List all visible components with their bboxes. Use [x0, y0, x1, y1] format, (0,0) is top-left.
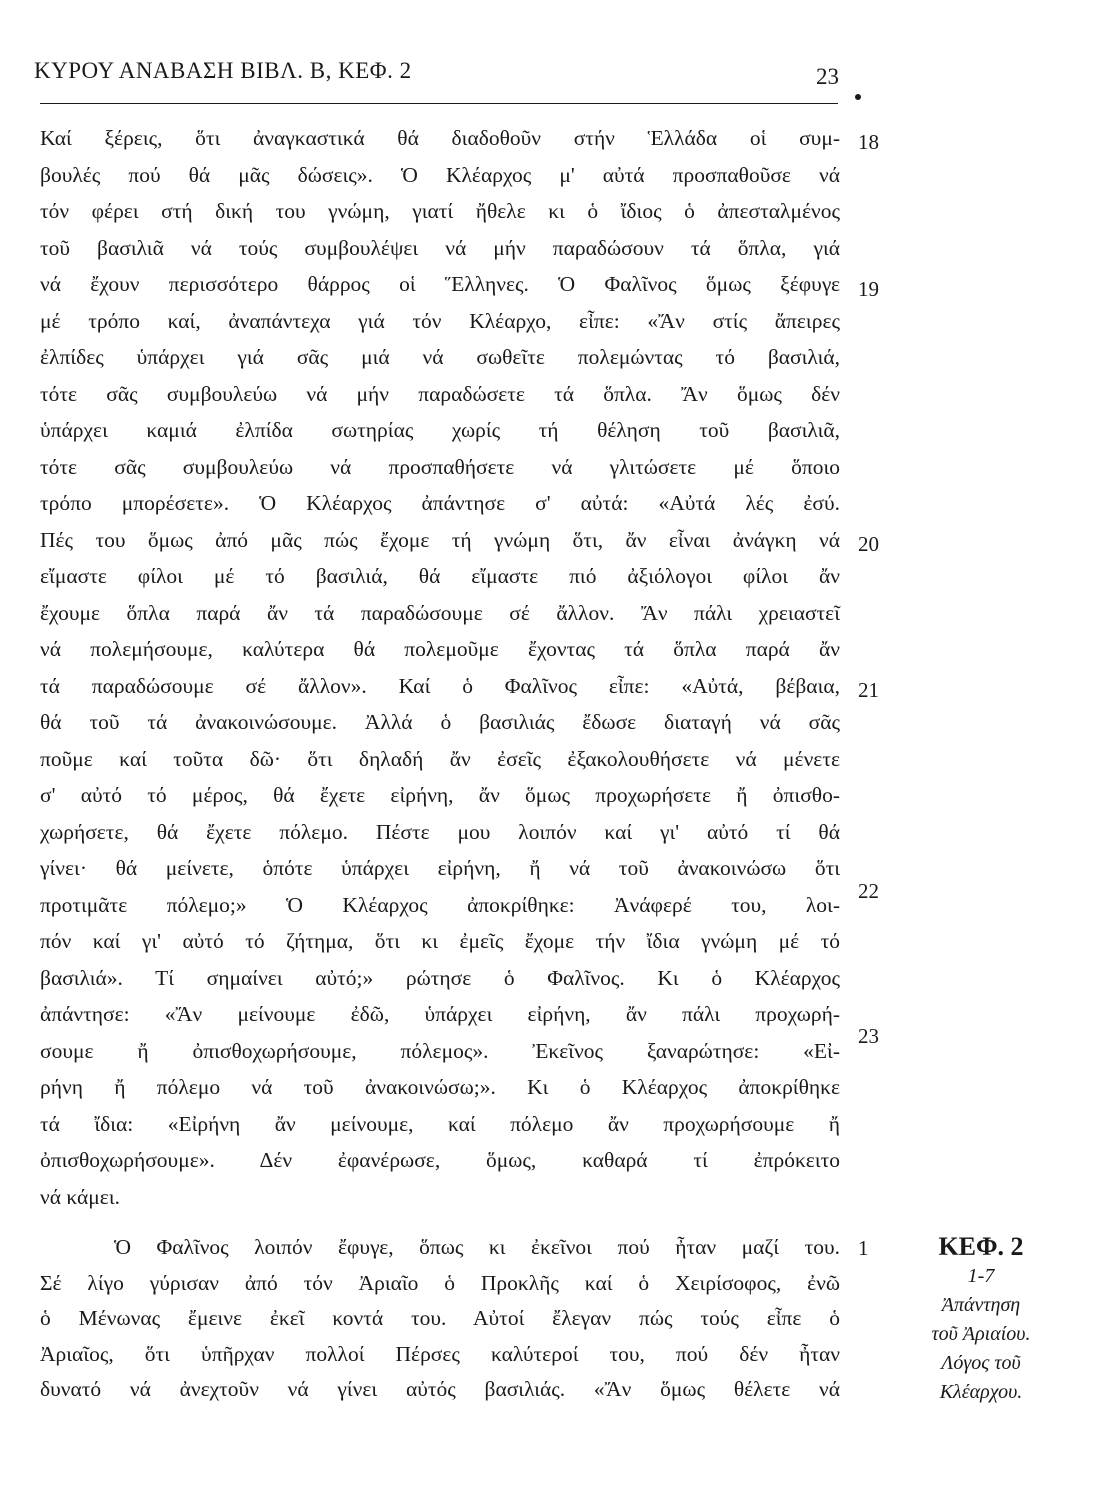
text-line: ρήνη ἤ πόλεμο νά τοῦ ἀνακοινώσω;». Κι ὁ Κλέαρχος ἀποκρίθηκε	[40, 1075, 840, 1099]
text-line: τοῦ βασιλιᾶ νά τούς συμβουλέψει νά μήν παραδώσουν τά ὅπλα, γιά	[40, 235, 840, 260]
text-line: τότε σᾶς συμβουλεύω νά προσπαθήσετε νά γλιτώσετε μέ ὅποιο	[40, 454, 840, 479]
text-line: Σέ λίγο γύρισαν ἀπό τόν Ἀριαῖο ὁ Προκλῆς καί ὁ Χειρίσοφος, ἐνῶ	[40, 1270, 840, 1295]
page-number: 23	[816, 64, 839, 89]
text-line: δυνατό νά ἀνεχτοῦν νά γίνει αὐτός βασιλιάς. «Ἄν ὅμως θέλετε νά	[40, 1377, 840, 1401]
text-line: τά ἴδια: «Εἰρήνη ἄν μείνουμε, καί πόλεμο ἄν προχωρήσουμε ἤ	[40, 1111, 840, 1136]
text-line: τά παραδώσουμε σέ ἄλλον». Καί ὁ Φαλῖνος εἶπε: «Αὐτά, βέβαια,	[40, 673, 840, 698]
sidenote-line: Ἀπάντηση	[941, 1294, 1021, 1316]
text-line: ἀπάντησε: «Ἄν μείνουμε ἐδῶ, ὑπάρχει εἰρήνη, ἄν πάλι προχωρή-	[40, 1002, 840, 1026]
text-line: τρόπο μπορέσετε». Ὁ Κλέαρχος ἀπάντησε σ' αὐτά: «Αὐτά λές ἐσύ.	[40, 491, 840, 515]
section-number-20: 20	[858, 532, 879, 556]
text-line: ποῦμε καί τοῦτα δῶ· ὅτι δηλαδή ἄν ἐσεῖς ἐξακολουθήσετε νά μένετε	[40, 746, 840, 771]
section-number-23: 23	[858, 1024, 879, 1048]
text-line: ἐλπίδες ὑπάρχει γιά σᾶς μιά νά σωθεῖτε πολεμώντας τό βασιλιά,	[40, 345, 840, 369]
section-number-21: 21	[858, 678, 879, 702]
bullet-dot	[855, 94, 861, 100]
text-line: σουμε ἤ ὀπισθοχωρήσουμε, πόλεμος». Ἐκεῖνος ξαναρώτησε: «Εἰ-	[40, 1038, 840, 1063]
section-number-19: 19	[858, 277, 879, 301]
chapter-title: ΚΕΦ. 2	[938, 1232, 1024, 1261]
text-line: ὁ Μένωνας ἔμεινε ἐκεῖ κοντά του. Αὐτοί ἔλεγαν πώς τούς εἶπε ὁ	[40, 1306, 840, 1330]
text-line: Καί ξέρεις, ὅτι ἀναγκαστικά θά διαδοθοῦν στήν Ἑλλάδα οἱ συμ-	[40, 126, 840, 150]
main-paragraph	[40, 120, 840, 1215]
section-number-22: 22	[858, 879, 879, 903]
text-line: θά τοῦ τά ἀνακοινώσουμε. Ἀλλά ὁ βασιλιάς ἔδωσε διαταγή νά σᾶς	[40, 710, 840, 734]
text-line: νά πολεμήσουμε, καλύτερα θά πολεμοῦμε ἔχοντας τά ὅπλα παρά ἄν	[40, 637, 840, 661]
text-line: νά ἔχουν περισσότερο θάρρος οἱ Ἕλληνες. Ὁ Φαλῖνος ὅμως ξέφυγε	[40, 272, 840, 296]
chapter-range: 1-7	[967, 1265, 995, 1287]
section-number-18: 18	[858, 130, 879, 154]
text-line: εἴμαστε φίλοι μέ τό βασιλιά, θά εἴμαστε πιό ἀξιόλογοι φίλοι ἄν	[40, 564, 840, 588]
text-line: πόν καί γι' αὐτό τό ζήτημα, ὅτι κι ἐμεῖς ἔχομε τήν ἴδια γνώμη μέ τό	[40, 929, 840, 953]
text-line: ὀπισθοχωρήσουμε». Δέν ἐφανέρωσε, ὅμως, καθαρά τί ἐπρόκειτο	[40, 1148, 840, 1172]
running-header: ΚΥΡΟΥ ΑΝΑΒΑΣΗ ΒΙΒΛ. Β, ΚΕΦ. 2	[34, 58, 412, 83]
header-rule	[40, 103, 838, 104]
second-paragraph	[40, 1230, 840, 1408]
text-line: νά κάμει.	[40, 1184, 120, 1209]
text-line: γίνει· θά μείνετε, ὁπότε ὑπάρχει εἰρήνη, ἤ νά τοῦ ἀνακοινώσω ὅτι	[40, 856, 840, 880]
sidenote-line: τοῦ Ἀριαίου.	[931, 1323, 1031, 1345]
text-line: μέ τρόπο καί, ἀναπάντεχα γιά τόν Κλέαρχο, εἶπε: «Ἄν στίς ἄπειρες	[40, 308, 840, 333]
text-line: ὑπάρχει καμιά ἐλπίδα σωτηρίας χωρίς τή θέληση τοῦ βασιλιᾶ,	[40, 418, 840, 442]
text-line: ἔχουμε ὅπλα παρά ἄν τά παραδώσουμε σέ ἄλλον. Ἄν πάλι χρειαστεῖ	[40, 600, 840, 625]
section-number-1: 1	[858, 1236, 869, 1260]
text-line: Πές του ὅμως ἀπό μᾶς πώς ἔχομε τή γνώμη ὅτι, ἄν εἶναι ἀνάγκη νά	[40, 527, 840, 552]
sidenote-line: Κλέαρχου.	[939, 1381, 1023, 1403]
text-line: Ὁ Φαλῖνος λοιπόν ἔφυγε, ὅπως κι ἐκεῖνοι πού ἦταν μαζί του.	[114, 1235, 840, 1259]
text-line: βασιλιά». Τί σημαίνει αὐτό;» ρώτησε ὁ Φαλῖνος. Κι ὁ Κλέαρχος	[40, 965, 840, 990]
text-line: βουλές πού θά μᾶς δώσεις». Ὁ Κλέαρχος μ' αὐτά προσπαθοῦσε νά	[40, 162, 840, 187]
sidenote-line: Λόγος τοῦ	[941, 1352, 1021, 1374]
text-line: τότε σᾶς συμβουλεύω νά μήν παραδώσετε τά ὅπλα. Ἄν ὅμως δέν	[40, 381, 840, 406]
text-line: Ἀριαῖος, ὅτι ὑπῆρχαν πολλοί Πέρσες καλύτεροί του, πού δέν ἦταν	[40, 1341, 840, 1366]
chapter-sidenote	[893, 1232, 1069, 1407]
text-line: σ' αὐτό τό μέρος, θά ἔχετε εἰρήνη, ἄν ὅμως προχωρήσετε ἤ ὀπισθο-	[40, 783, 840, 807]
text-line: προτιμᾶτε πόλεμο;» Ὁ Κλέαρχος ἀποκρίθηκε: Ἀνάφερέ του, λοι-	[40, 892, 840, 917]
text-line: χωρήσετε, θά ἔχετε πόλεμο. Πέστε μου λοιπόν καί γι' αὐτό τί θά	[40, 819, 840, 844]
text-line: τόν φέρει στή δική του γνώμη, γιατί ἤθελε κι ὁ ἴδιος ὁ ἀπεσταλμένος	[40, 199, 840, 223]
